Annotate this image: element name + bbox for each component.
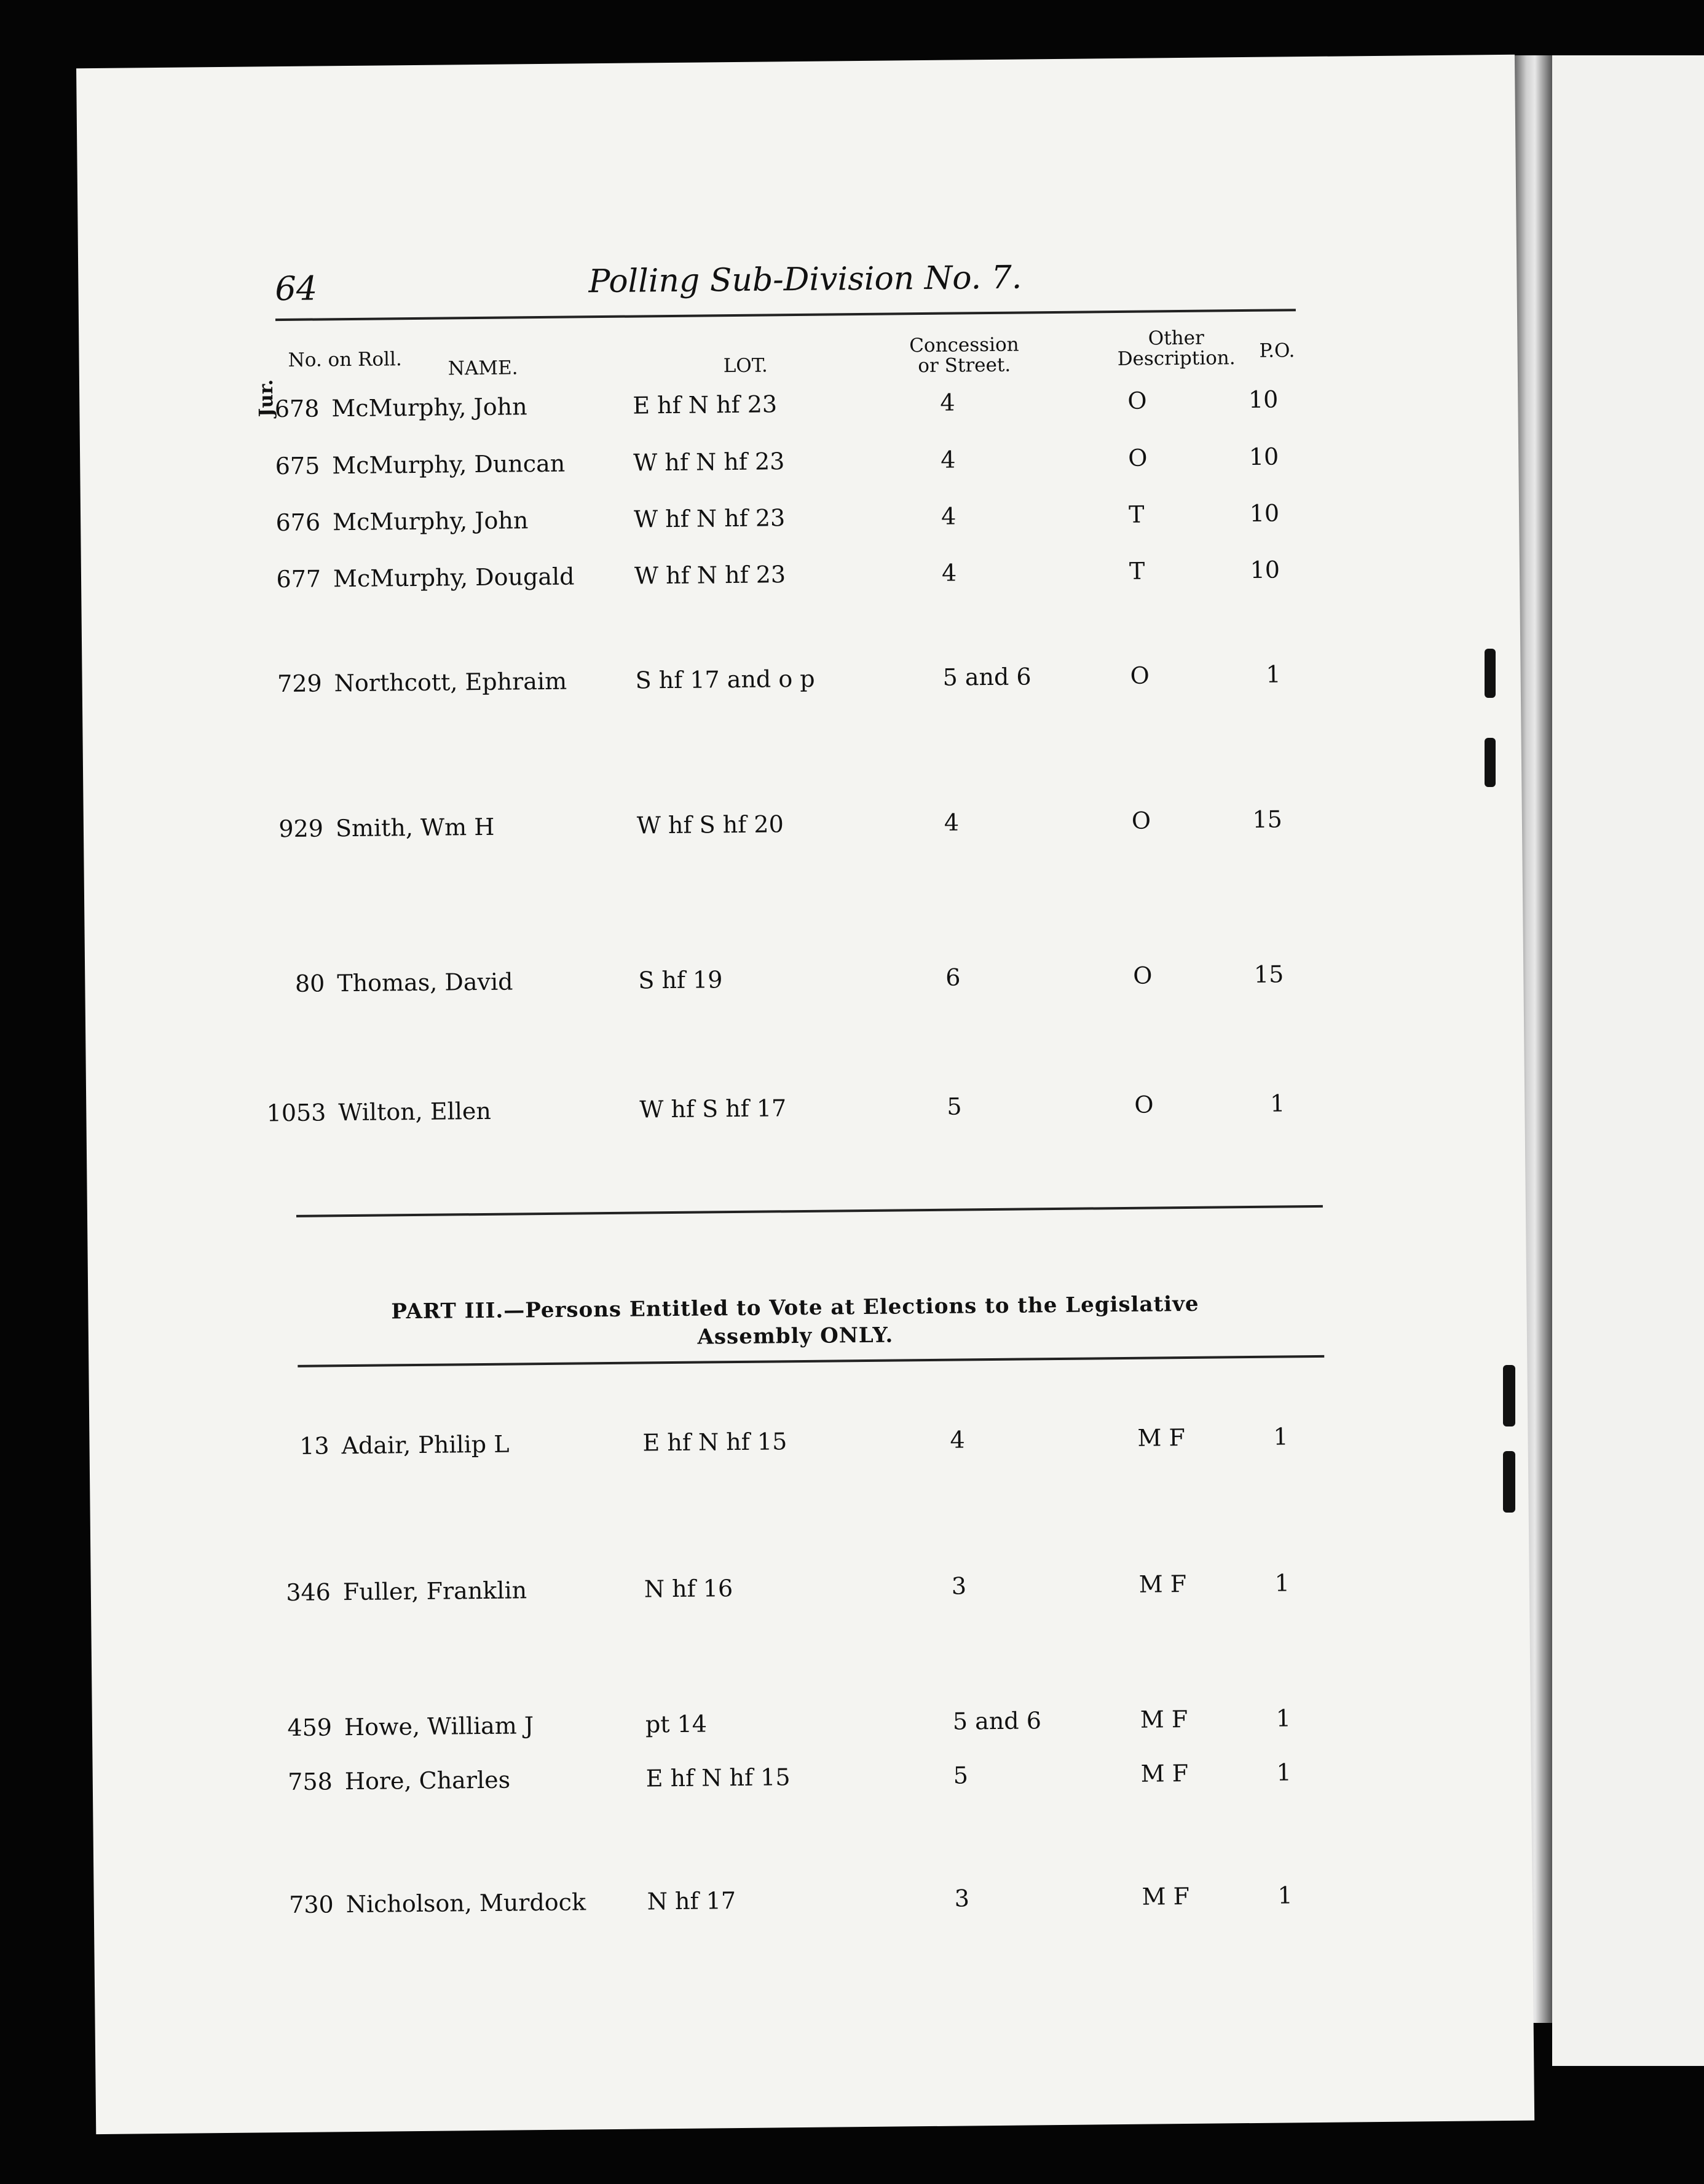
voter-name: McMurphy, John xyxy=(331,393,527,422)
concession-value: 6 xyxy=(945,963,961,991)
post-office-number: 15 xyxy=(1253,960,1284,988)
lot-description: W hf N hf 23 xyxy=(633,504,786,533)
other-description: M F xyxy=(1138,1570,1187,1598)
concession-value: 4 xyxy=(944,809,960,836)
roll-number: 346 xyxy=(286,1578,331,1607)
column-header-po: P.O. xyxy=(1259,339,1295,362)
column-header-description: Other Description. xyxy=(1117,326,1236,370)
voter-name: McMurphy, John xyxy=(332,507,529,536)
table-row xyxy=(84,805,1375,854)
column-header-lot: LOT. xyxy=(723,354,768,378)
other-description: M F xyxy=(1140,1759,1189,1787)
concession-value: 3 xyxy=(951,1572,967,1600)
post-office-number: 1 xyxy=(1276,1704,1292,1732)
facing-page-edge xyxy=(1552,55,1704,2066)
voter-name: Smith, Wm H xyxy=(335,813,495,842)
other-description: M F xyxy=(1142,1882,1190,1910)
voter-name: Hore, Charles xyxy=(344,1766,511,1795)
page-number: 64 xyxy=(275,269,318,309)
document-page xyxy=(76,55,1534,2134)
table-row xyxy=(89,1422,1380,1471)
column-header-name: NAME. xyxy=(448,357,518,380)
voter-name: Northcott, Ephraim xyxy=(334,667,567,697)
roll-number: 730 xyxy=(288,1891,334,1919)
roll-number: 929 xyxy=(278,815,324,843)
post-office-number: 1 xyxy=(1269,1090,1285,1117)
table-row xyxy=(85,960,1376,1009)
post-office-number: 10 xyxy=(1249,499,1280,527)
column-header-concession: Concession or Street. xyxy=(909,333,1019,377)
post-office-number: 15 xyxy=(1252,805,1283,833)
other-description: O xyxy=(1134,1091,1154,1118)
roll-number: 677 xyxy=(276,565,321,593)
other-description: O xyxy=(1127,387,1147,414)
voter-name: Wilton, Ellen xyxy=(338,1097,492,1126)
voter-name: Thomas, David xyxy=(337,968,513,997)
voter-name: Howe, William J xyxy=(344,1712,534,1741)
lot-description: E hf N hf 15 xyxy=(645,1763,791,1792)
concession-value: 5 xyxy=(953,1762,969,1789)
roll-number: 676 xyxy=(275,508,321,537)
voter-name: McMurphy, Duncan xyxy=(332,449,566,480)
concession-value: 4 xyxy=(950,1426,965,1454)
post-office-number: 10 xyxy=(1248,386,1279,413)
voter-name: Nicholson, Murdock xyxy=(345,1888,586,1918)
lot-description: W hf S hf 20 xyxy=(636,810,784,839)
binding-hole-mark xyxy=(1485,649,1496,698)
lot-description: E hf N hf 15 xyxy=(642,1428,787,1457)
concession-value: 4 xyxy=(941,559,957,587)
roll-number: 729 xyxy=(277,670,322,698)
binding-hole-mark xyxy=(1503,1365,1515,1426)
concession-value: 4 xyxy=(941,502,957,530)
roll-number: 459 xyxy=(287,1714,333,1742)
table-row xyxy=(81,499,1371,548)
roll-number: 675 xyxy=(275,452,320,480)
lot-description: W hf N hf 23 xyxy=(634,561,786,590)
post-office-number: 10 xyxy=(1250,556,1280,584)
concession-value: 4 xyxy=(941,446,956,473)
table-row xyxy=(80,442,1371,491)
other-description: M F xyxy=(1137,1424,1186,1452)
column-header-roll: No. on Roll. xyxy=(288,348,402,371)
post-office-number: 10 xyxy=(1248,443,1279,470)
lot-description: S hf 19 xyxy=(638,966,723,994)
concession-value: 5 xyxy=(947,1093,962,1120)
lot-description: S hf 17 and o p xyxy=(635,665,815,694)
table-row xyxy=(93,1758,1384,1807)
roll-number: 80 xyxy=(294,970,325,997)
concession-value: 5 and 6 xyxy=(942,663,1031,691)
other-description: T xyxy=(1128,501,1145,528)
part3-heading-line1: PART III.—Persons Entitled to Vote at Elections to the Legislative xyxy=(391,1291,1199,1324)
roll-number: 1053 xyxy=(266,1099,326,1127)
voter-name: Adair, Philip L xyxy=(341,1430,510,1460)
roll-number: 678 xyxy=(274,395,320,423)
page-title: Polling Sub-Division No. 7. xyxy=(588,259,1022,301)
binding-hole-mark xyxy=(1503,1451,1515,1513)
lot-description: E hf N hf 23 xyxy=(633,390,778,419)
lot-description: pt 14 xyxy=(645,1710,708,1738)
binding-hole-mark xyxy=(1485,738,1496,787)
lot-description: N hf 16 xyxy=(644,1575,733,1603)
table-row xyxy=(82,660,1373,709)
lot-description: N hf 17 xyxy=(647,1887,736,1915)
post-office-number: 1 xyxy=(1273,1423,1288,1450)
table-row xyxy=(86,1089,1377,1138)
other-description: M F xyxy=(1140,1705,1188,1733)
other-description: O xyxy=(1131,807,1151,834)
other-description: T xyxy=(1129,557,1145,585)
concession-value: 3 xyxy=(954,1885,970,1912)
table-row xyxy=(81,555,1372,604)
concession-value: 5 and 6 xyxy=(952,1707,1042,1735)
column-header-jur: Jur. xyxy=(254,379,278,417)
voter-name: Fuller, Franklin xyxy=(342,1577,527,1606)
part3-heading xyxy=(285,1289,1306,1356)
other-description: O xyxy=(1130,662,1150,689)
section-rule-bottom xyxy=(298,1355,1324,1367)
lot-description: W hf S hf 17 xyxy=(639,1094,787,1123)
post-office-number: 1 xyxy=(1277,1881,1293,1909)
post-office-number: 1 xyxy=(1266,660,1281,688)
post-office-number: 1 xyxy=(1276,1759,1292,1786)
roll-number: 13 xyxy=(299,1432,329,1460)
table-row xyxy=(92,1704,1383,1753)
post-office-number: 1 xyxy=(1274,1569,1290,1597)
section-rule-top xyxy=(296,1205,1323,1217)
table-row xyxy=(91,1569,1382,1618)
other-description: O xyxy=(1128,444,1148,472)
part3-heading-line2: Assembly ONLY. xyxy=(697,1323,894,1350)
concession-value: 4 xyxy=(940,389,955,416)
lot-description: W hf N hf 23 xyxy=(633,448,785,477)
other-description: O xyxy=(1133,962,1153,989)
header-rule xyxy=(275,309,1296,321)
voter-name: McMurphy, Dougald xyxy=(333,563,575,593)
roll-number: 758 xyxy=(288,1768,333,1796)
table-row xyxy=(94,1881,1385,1930)
